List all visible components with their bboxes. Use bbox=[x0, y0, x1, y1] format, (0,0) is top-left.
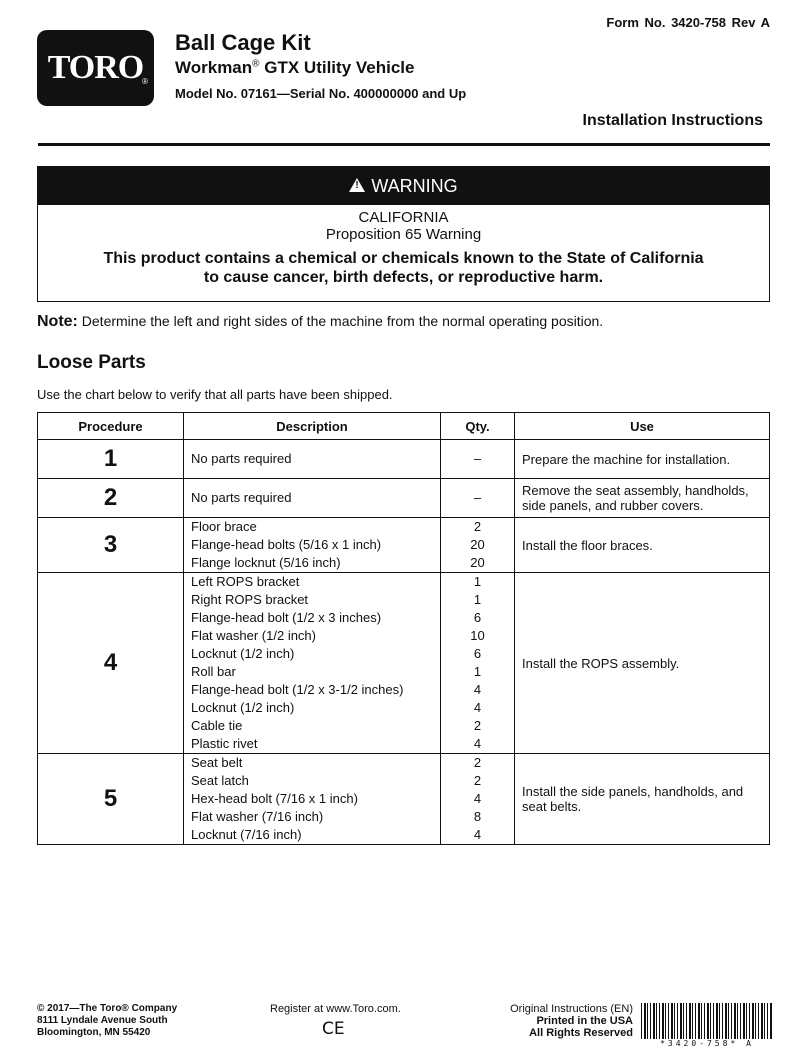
part-description: Hex-head bolt (7/16 x 1 inch) bbox=[191, 791, 358, 806]
logo-text: TORO bbox=[47, 49, 144, 86]
use-cell bbox=[515, 573, 770, 754]
part-description: Floor brace bbox=[191, 519, 257, 534]
part-description: Flange-head bolt (1/2 x 3 inches) bbox=[191, 610, 382, 625]
footer-company bbox=[37, 1003, 177, 1039]
procedure-number: 4 bbox=[38, 573, 184, 754]
column-header-procedure: Procedure bbox=[38, 413, 184, 440]
part-qty: – bbox=[473, 451, 482, 466]
part-qty: 8 bbox=[473, 809, 482, 824]
description-cell bbox=[184, 573, 441, 754]
table-header-row bbox=[38, 413, 770, 440]
ce-mark-icon: CE bbox=[322, 1019, 345, 1039]
footer-printed: Printed in the USA bbox=[536, 1015, 633, 1027]
use-cell bbox=[515, 754, 770, 845]
table-row bbox=[38, 573, 770, 754]
table-row bbox=[38, 479, 770, 518]
part-description: Left ROPS bracket bbox=[191, 574, 300, 589]
part-qty: 1 bbox=[473, 664, 482, 679]
warning-triangle-icon bbox=[349, 178, 365, 192]
warning-statement bbox=[38, 249, 769, 287]
part-description: Locknut (1/2 inch) bbox=[191, 700, 295, 715]
logo-registered-mark: ® bbox=[142, 77, 148, 86]
part-qty: 1 bbox=[473, 592, 482, 607]
note bbox=[37, 313, 603, 331]
part-description: Plastic rivet bbox=[191, 736, 258, 751]
part-qty: 2 bbox=[473, 755, 482, 770]
warning-body bbox=[38, 205, 769, 287]
description-cell bbox=[184, 440, 441, 479]
part-qty: 4 bbox=[473, 700, 482, 715]
section-heading: Loose Parts bbox=[37, 352, 146, 373]
part-description: Seat belt bbox=[191, 755, 243, 770]
part-qty: 20 bbox=[470, 555, 485, 570]
warning-line-proposition: Proposition 65 Warning bbox=[325, 226, 482, 243]
note-text: Determine the left and right sides of the machine from the normal operating position. bbox=[77, 313, 604, 329]
note-label: Note: bbox=[37, 313, 78, 330]
footer-address-line1: 8111 Lyndale Avenue South bbox=[37, 1015, 168, 1026]
section-intro: Use the chart below to verify that all parts have been shipped. bbox=[37, 387, 393, 402]
qty-cell bbox=[441, 573, 515, 754]
part-description: Flange-head bolts (5/16 x 1 inch) bbox=[191, 537, 382, 552]
warning-line-california: CALIFORNIA bbox=[358, 209, 449, 226]
procedure-number: 3 bbox=[38, 518, 184, 573]
part-qty: 4 bbox=[473, 791, 482, 806]
part-qty: – bbox=[473, 490, 482, 505]
footer-rights: All Rights Reserved bbox=[529, 1027, 633, 1039]
warning-statement-line2: to cause cancer, birth defects, or reproductive harm. bbox=[203, 269, 604, 286]
use-text: seat belts. bbox=[522, 799, 582, 814]
part-qty: 4 bbox=[473, 736, 482, 751]
form-number: Form No. 3420-758 Rev A bbox=[606, 15, 770, 30]
part-description: Flange-head bolt (1/2 x 3-1/2 inches) bbox=[191, 682, 404, 697]
qty-cell bbox=[441, 440, 515, 479]
use-cell bbox=[515, 518, 770, 573]
description-cell bbox=[184, 479, 441, 518]
part-qty: 6 bbox=[473, 610, 482, 625]
description-cell bbox=[184, 518, 441, 573]
prop65-warning-box bbox=[37, 166, 770, 302]
table-row bbox=[38, 754, 770, 845]
subtitle-brand: Workman bbox=[175, 58, 253, 77]
barcode-icon bbox=[641, 1003, 773, 1041]
footer-original: Original Instructions (EN) bbox=[510, 1003, 633, 1015]
part-qty: 1 bbox=[473, 574, 482, 589]
qty-cell bbox=[441, 754, 515, 845]
procedure-number: 5 bbox=[38, 754, 184, 845]
part-qty: 4 bbox=[473, 827, 482, 842]
part-qty: 4 bbox=[473, 682, 482, 697]
part-description: No parts required bbox=[191, 451, 292, 466]
footer-legal bbox=[510, 1003, 633, 1039]
part-qty: 10 bbox=[470, 628, 485, 643]
part-description: No parts required bbox=[191, 490, 292, 505]
part-qty: 20 bbox=[470, 537, 485, 552]
part-qty: 2 bbox=[473, 718, 482, 733]
description-cell bbox=[184, 754, 441, 845]
use-text: Install the floor braces. bbox=[522, 537, 653, 553]
warning-header bbox=[38, 167, 769, 205]
subtitle-registered-mark: ® bbox=[252, 58, 260, 70]
product-subtitle bbox=[175, 58, 414, 78]
procedure-number: 2 bbox=[38, 479, 184, 518]
subtitle-rest: GTX Utility Vehicle bbox=[259, 58, 415, 77]
use-text: Prepare the machine for installation. bbox=[522, 451, 731, 467]
warning-heading: WARNING bbox=[371, 175, 458, 196]
procedure-number: 1 bbox=[38, 440, 184, 479]
part-description: Flange locknut (5/16 inch) bbox=[191, 555, 341, 570]
header-divider bbox=[38, 143, 770, 146]
barcode-text: *3420-758* A bbox=[641, 1039, 773, 1048]
use-cell bbox=[515, 440, 770, 479]
part-description: Flat washer (1/2 inch) bbox=[191, 628, 316, 643]
part-description: Locknut (7/16 inch) bbox=[191, 827, 302, 842]
part-description: Right ROPS bracket bbox=[191, 592, 309, 607]
use-text: Install the ROPS assembly. bbox=[522, 655, 680, 671]
toro-logo bbox=[37, 30, 154, 106]
column-header-qty: Qty. bbox=[441, 413, 515, 440]
part-qty: 2 bbox=[473, 519, 482, 534]
qty-cell bbox=[441, 518, 515, 573]
footer-address-line2: Bloomington, MN 55420 bbox=[37, 1027, 151, 1038]
loose-parts-table bbox=[37, 412, 770, 845]
part-description: Roll bar bbox=[191, 664, 236, 679]
part-description: Flat washer (7/16 inch) bbox=[191, 809, 324, 824]
qty-cell bbox=[441, 479, 515, 518]
part-description: Locknut (1/2 inch) bbox=[191, 646, 295, 661]
page-title: Ball Cage Kit bbox=[175, 30, 311, 55]
table-row bbox=[38, 440, 770, 479]
table-row bbox=[38, 518, 770, 573]
warning-statement-line1: This product contains a chemical or chemicals known to the State of California bbox=[103, 250, 704, 267]
model-serial: Model No. 07161—Serial No. 400000000 and Up bbox=[175, 86, 467, 101]
part-qty: 6 bbox=[473, 646, 482, 661]
use-text: Remove the seat assembly, handholds, bbox=[522, 483, 749, 498]
use-text: Install the side panels, handholds, and bbox=[522, 784, 744, 799]
part-description: Cable tie bbox=[191, 718, 243, 733]
column-header-use: Use bbox=[515, 413, 770, 440]
footer-register: Register at www.Toro.com. bbox=[270, 1003, 401, 1015]
column-header-description: Description bbox=[184, 413, 441, 440]
use-cell bbox=[515, 479, 770, 518]
footer-copyright: © 2017—The Toro® Company bbox=[37, 1003, 178, 1014]
document-type: Installation Instructions bbox=[582, 112, 763, 129]
use-text: side panels, and rubber covers. bbox=[522, 498, 704, 513]
part-description: Seat latch bbox=[191, 773, 249, 788]
part-qty: 2 bbox=[473, 773, 482, 788]
